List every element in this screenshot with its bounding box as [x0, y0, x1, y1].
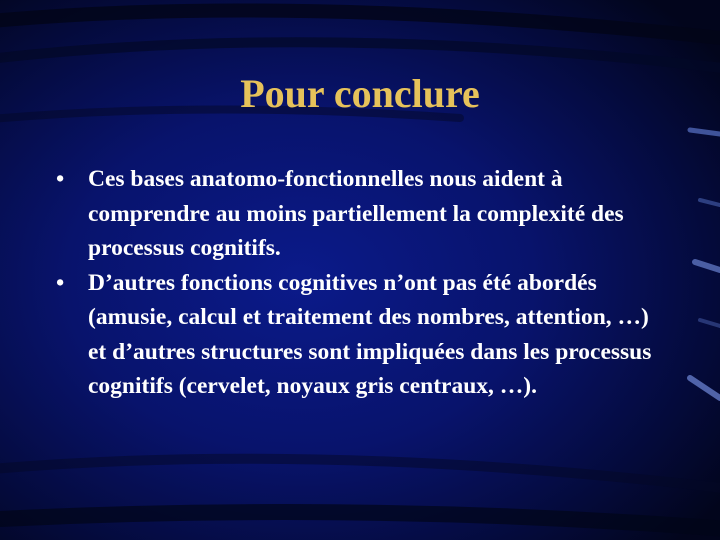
slide-title: Pour conclure [240, 71, 480, 116]
bullet-item-2 [56, 266, 656, 404]
bullet-text: Ces bases anatomo-fonctionnelles nous aident à comprendre au moins partiellement la complexité des processus cognitifs. [88, 166, 624, 261]
bullet-marker: • [56, 166, 65, 192]
bullet-list [56, 162, 656, 404]
bullet-marker: • [56, 269, 65, 296]
bullet-text: D’autres fonctions cognitives n’ont pas été abordés (amusie, calcul et traitement des nombres, attention, …) et d’autres structures sont impliquées dans les processus cognitifs (cervelet, noyaux gris centraux, …). [88, 269, 652, 399]
bullet-item-1 [56, 162, 656, 266]
